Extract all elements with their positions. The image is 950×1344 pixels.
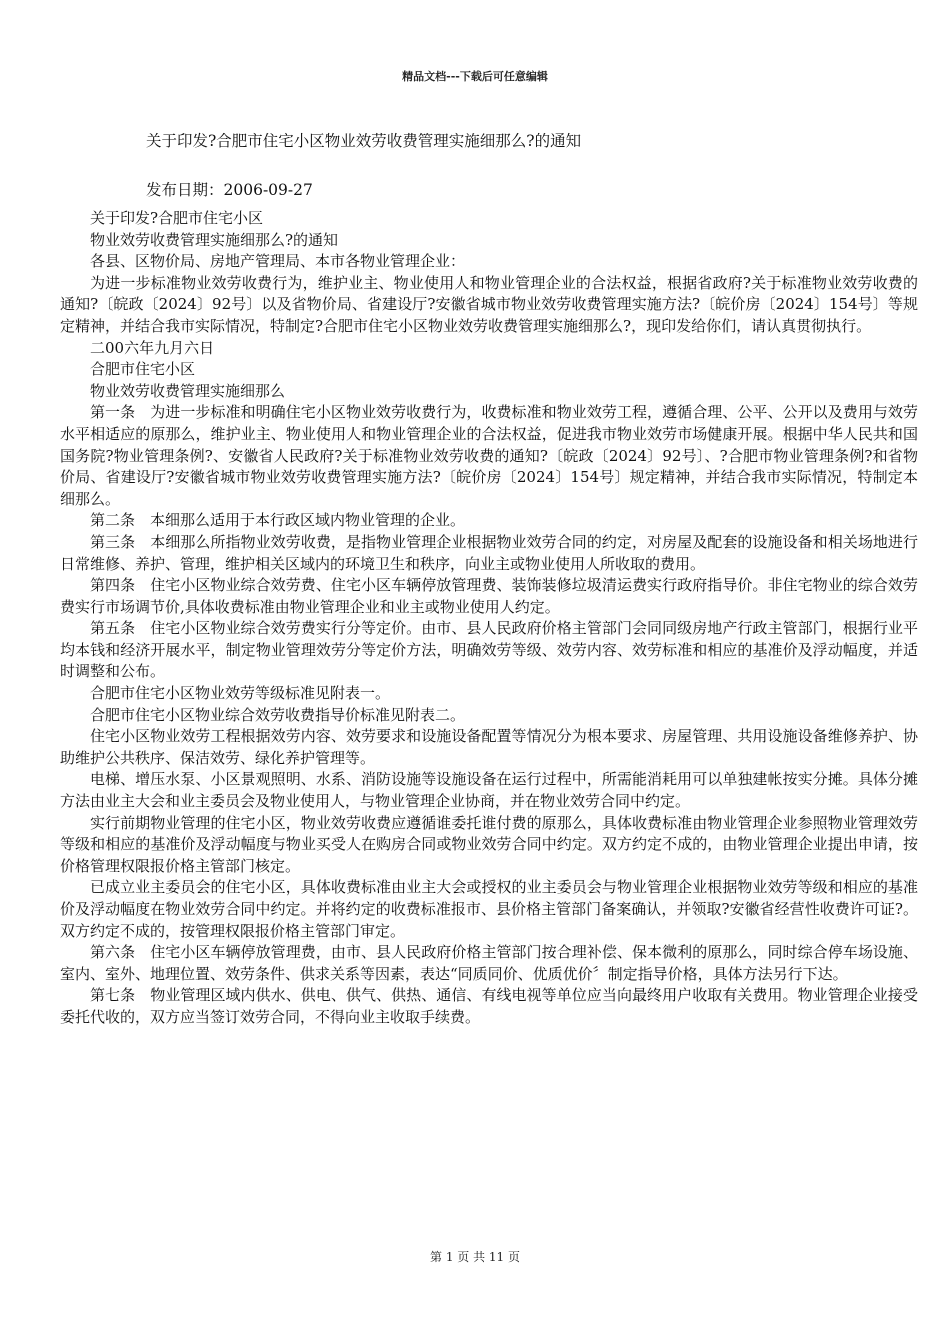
paragraph: 住宅小区物业效劳工程根据效劳内容、效劳要求和设施设备配置等情况分为根本要求、房屋管理、共用设施设备维修养护、协助维护公共秩序、保洁效劳、绿化养护管理等。 — [60, 727, 918, 767]
paragraph: 合肥市住宅小区 — [90, 360, 196, 379]
document-body — [60, 208, 918, 1029]
paragraph: 第二条 本细那么适用于本行政区域内物业管理的企业。 — [90, 511, 466, 530]
paragraph: 第一条 为进一步标准和明确住宅小区物业效劳收费行为，收费标准和物业效劳工程，遵循合理、公平、公开以及费用与效劳水平相适应的原那么，维护业主、物业使用人和物业管理企业的合法权益，促进我市物业效劳市场健康开展。根据中华人民共和国国务院?物业管理条例?、安徽省人民政府?关于标准物业效劳收费的通知?〔皖政〔2024〕92号〕、?合肥市物业管理条例?和省物价局、省建设厅?安徽省城市物业效劳收费管理实施方法?〔皖价房〔2024〕154号〕规定精神，并结合我市实际情况，特制定本细那么。 — [60, 403, 918, 508]
paragraph: 合肥市住宅小区物业效劳等级标准见附表一。 — [90, 684, 391, 703]
paragraph: 第七条 物业管理区域内供水、供电、供气、供热、通信、有线电视等单位应当向最终用户收取有关费用。物业管理企业接受委托代收的，双方应当签订效劳合同，不得向业主收取手续费。 — [60, 986, 918, 1026]
paragraph: 实行前期物业管理的住宅小区，物业效劳收费应遵循谁委托谁付费的原那么，具体收费标准由物业管理企业参照物业管理效劳等级和相应的基准价及浮动幅度与物业买受人在购房合同或物业效劳合同中约定。双方约定不成的，由物业管理企业提出申请，按价格管理权限报价格主管部门核定。 — [60, 813, 918, 875]
paragraph: 物业效劳收费管理实施细那么?的通知 — [90, 230, 339, 249]
publish-date: 发布日期：2006-09-27 — [146, 181, 313, 199]
paragraph: 为进一步标准物业效劳收费行为，维护业主、物业使用人和物业管理企业的合法权益，根据省政府?关于标准物业效劳收费的通知?〔皖政〔2024〕92号〕以及省物价局、省建设厅?安徽省城市物业效劳收费管理实施方法?〔皖价房〔2024〕154号〕等规定精神，并结合我市实际情况，特制定?合肥市住宅小区物业效劳收费管理实施细那么?，现印发给你们，请认真贯彻执行。 — [60, 273, 918, 335]
paragraph: 电梯、增压水泵、小区景观照明、水系、消防设施等设施设备在运行过程中，所需能消耗用可以单独建帐按实分摊。具体分摊方法由业主大会和业主委员会及物业使用人，与物业管理企业协商，并在物业效劳合同中约定。 — [60, 770, 918, 811]
paragraph: 合肥市住宅小区物业综合效劳收费指导价标准见附表二。 — [90, 705, 466, 724]
paragraph: 各县、区物价局、房地产管理局、本市各物业管理企业： — [90, 252, 466, 271]
paragraph: 二00六年九月六日 — [90, 338, 215, 357]
paragraph: 物业效劳收费管理实施细那么 — [90, 381, 286, 400]
page-header-note: 精品文档---下载后可任意编辑 — [402, 70, 548, 83]
paragraph: 关于印发?合肥市住宅小区 — [90, 209, 264, 227]
document-title: 关于印发?合肥市住宅小区物业效劳收费管理实施细那么?的通知 — [146, 132, 582, 150]
paragraph: 第六条 住宅小区车辆停放管理费，由市、县人民政府价格主管部门按合理补偿、保本微利的原那么，同时综合停车场设施、室内、室外、地理位置、效劳条件、供求关系等因素，表达“同质同价、优质优价〞制定指导价格，具体方法另行下达。 — [60, 943, 918, 983]
paragraph: 第五条 住宅小区物业综合效劳费实行分等定价。由市、县人民政府价格主管部门会同同级房地产行政主管部门，根据行业平均本钱和经济开展水平，制定物业管理效劳分等定价方法，明确效劳等级、效劳内容、效劳标准和相应的基准价及浮动幅度，并适时调整和公布。 — [60, 619, 918, 681]
paragraph: 已成立业主委员会的住宅小区，具体收费标准由业主大会或授权的业主委员会与物业管理企业根据物业效劳等级和相应的基准价及浮动幅度在物业效劳合同中约定。并将约定的收费标准报市、县价格主管部门备案确认，并领取?安徽省经营性收费许可证?。双方约定不成的，按管理权限报价格主管部门审定。 — [60, 878, 918, 940]
page-number-footer: 第 1 页 共 11 页 — [430, 1250, 520, 1264]
paragraph: 第三条 本细那么所指物业效劳收费，是指物业管理企业根据物业效劳合同的约定，对房屋及配套的设施设备和相关场地进行日常维修、养护、管理，维护相关区域内的环境卫生和秩序，向业主或物业使用人所收取的费用。 — [60, 532, 918, 573]
paragraph: 第四条 住宅小区物业综合效劳费、住宅小区车辆停放管理费、装饰装修垃圾清运费实行政府指导价。非住宅物业的综合效劳费实行市场调节价,具体收费标准由物业管理企业和业主或物业使用人约定。 — [60, 576, 918, 616]
